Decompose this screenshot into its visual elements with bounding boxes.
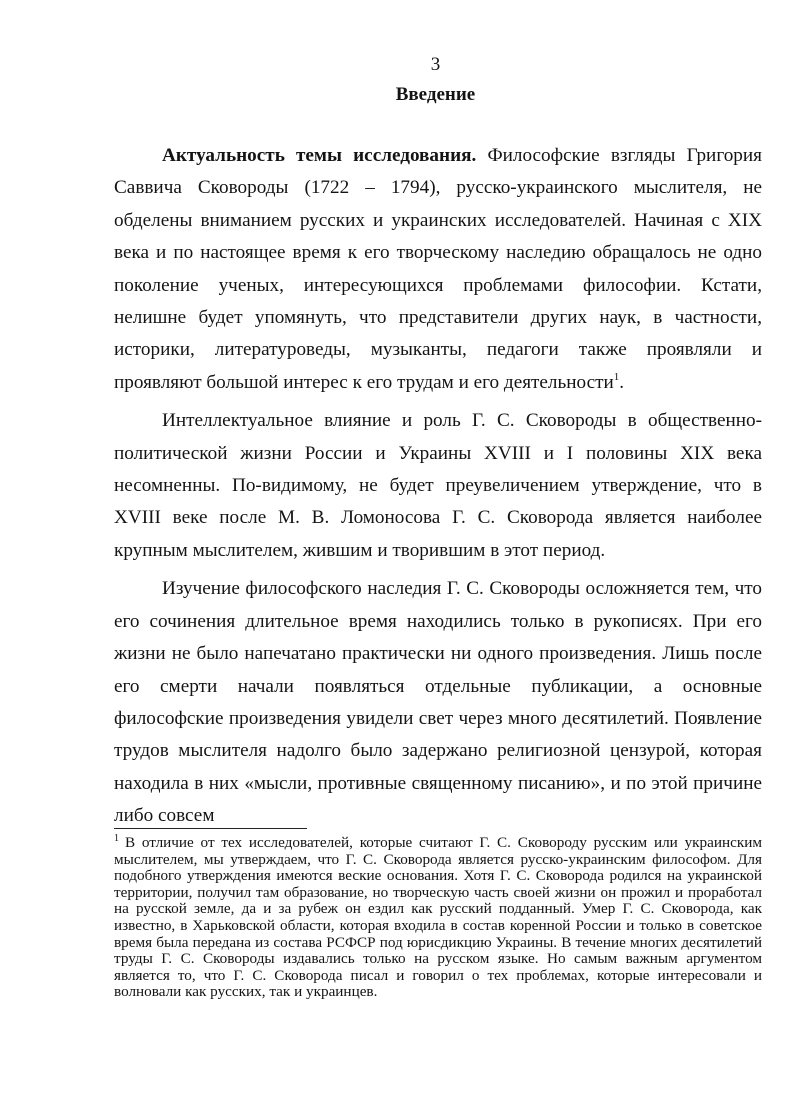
- footnote-text: В отличие от тех исследователей, которые считают Г. С. Сковороду русским или украинским мыслителем, мы утверждаем, что Г. С. Сковорода является русско-украинским философом. Для подобного утверждения имеются веские основания. Хотя Г. С. Сковорода родился на украинской территории, получил там образование, но творческую часть своей жизни он прожил и проработал на русской земле, да и за рубеж он ездил как русский подданный. Умер Г. С. Сковорода, как известно, в Харьковской области, которая входила в состав коренной России и только в советское время была передана из состава РСФСР под юрисдикцию Украины. В течение многих десятилетий труды Г. С. Сковороды издавались только на русском языке. Но самым важным аргументом является то, что Г. С. Сковорода писал и говорил о тех проблемах, которые интересовали и волновали как русских, так и украинцев.: [114, 834, 762, 1001]
- footnote-separator: [114, 828, 307, 829]
- body-text: [114, 140, 762, 833]
- footnote: [114, 835, 762, 1001]
- paragraph-study: Изучение философского наследия Г. С. Сковороды осложняется тем, что его сочинения длительное время находились только в рукописях. При его жизни не было напечатано практически ни одного произведения. Лишь после его смерти начали появляться отдельные публикации, а основные философские произведения увидели свет через много десятилетий. Появление трудов мыслителя надолго было задержано религиозной цензурой, которая находила в них «мысли, противные священному писанию», и по этой причине либо совсем: [114, 578, 762, 827]
- footnote-reference[interactable]: 1: [613, 370, 620, 383]
- page-number: 3: [430, 54, 441, 75]
- paragraph-lead-heading: Актуальность темы исследования.: [162, 145, 477, 166]
- footnote-area: [114, 835, 762, 1001]
- footnote-marker: 1: [114, 833, 119, 844]
- section-title: Введение: [395, 84, 476, 105]
- paragraph-text: Философские взгляды Григория Саввича Сковороды (1722 – 1794), русско-украинского мыслителя, не обделены вниманием русских и украинских исследователей. Начиная с XIX века и по настоящее время к его творческому наследию обращалось не одно поколение ученых, интересующихся проблемами философии. Кстати, нелишне будет упомянуть, что представители других наук, в частности, историки, литературоведы, музыканты, педагоги также проявляли и проявляют большой интерес к его трудам и его деятельности: [114, 145, 762, 393]
- paragraph-tail: .: [619, 371, 625, 393]
- paragraph-relevance: [114, 140, 762, 399]
- paragraph-influence: Интеллектуальное влияние и роль Г. С. Сковороды в общественно-политической жизни России и Украины XVIII и I половины XIX века несомненны. По-видимому, не будет преувеличением утверждение, что в XVIII веке после М. В. Ломоносова Г. С. Сковорода является наиболее крупным мыслителем, жившим и творившим в этот период.: [114, 410, 762, 561]
